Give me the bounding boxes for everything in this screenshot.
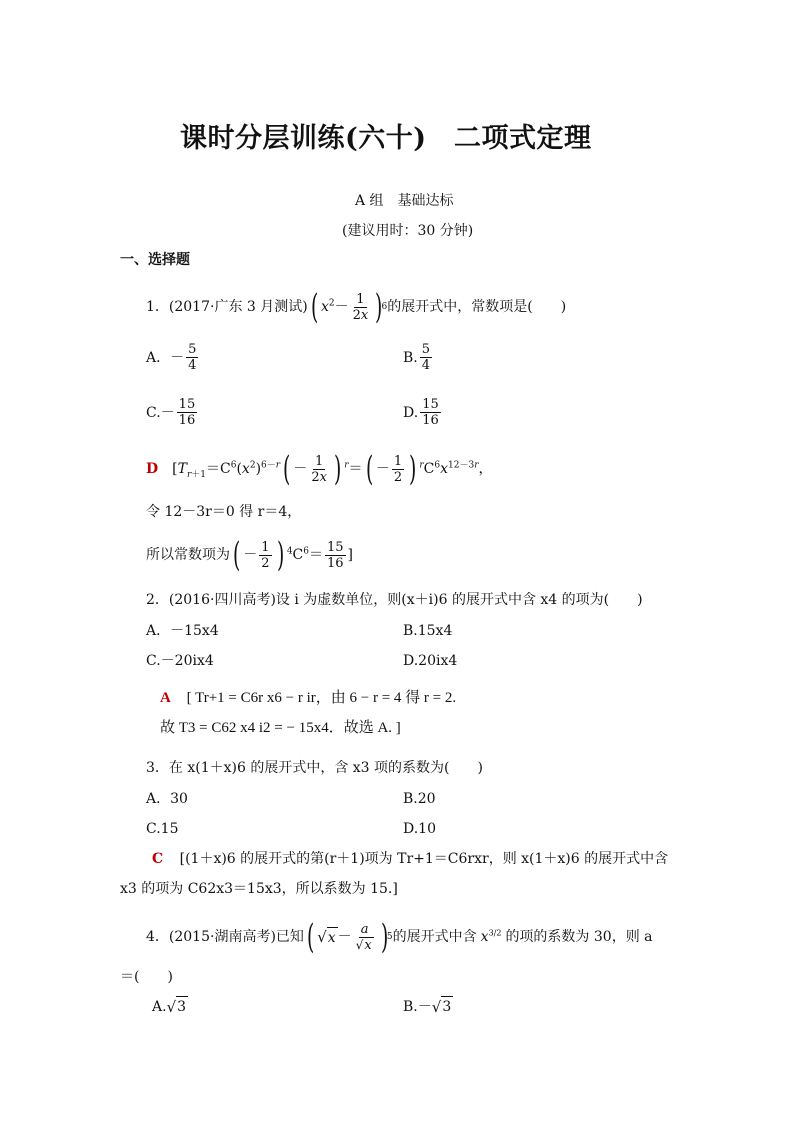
q4-option-b[interactable]: B.－ √ 3 xyxy=(403,997,452,1016)
q4-stem-line2: ＝( ) xyxy=(120,969,173,985)
sol-fraction-half: $\frac{1}{2}$ xyxy=(393,453,403,485)
q1-c-num: 15 xyxy=(178,397,196,412)
right-paren-icon: ) xyxy=(276,535,284,575)
q3-option-a[interactable]: A．30 xyxy=(146,791,188,807)
q1-fraction: $\frac{1}{2x}$ xyxy=(352,291,369,323)
q3-solution-line1 xyxy=(152,849,668,869)
q2-solution-line1 xyxy=(160,686,456,707)
q1-d-den: 16 xyxy=(422,413,439,428)
q1-option-d[interactable] xyxy=(403,397,443,428)
q1-option-c-fraction xyxy=(177,397,198,428)
q3-option-c[interactable]: C.15 xyxy=(146,821,179,837)
left-paren-icon: ( xyxy=(232,535,241,575)
q2-option-b[interactable]: B.15x4 xyxy=(403,623,453,639)
right-paren-icon: ) xyxy=(375,287,383,327)
left-paren-icon: ( xyxy=(283,449,291,489)
q1-sol-result xyxy=(325,540,346,571)
q1-solution-line1: D [$T_{r+1}=C^6(x^2)^{6-r}$ ( － $\frac{1}{2x}$ ) $^r$＝ ( － $\frac{1}{2}$ ) $^rC^6x^{12-3r}$， xyxy=(146,449,493,489)
q1-sol-num: 15 xyxy=(327,539,344,555)
q4-option-a[interactable]: A. √ 3 xyxy=(152,997,187,1016)
q1-b-num: 5 xyxy=(421,342,431,357)
q1-solution-line2: 令 12－3r＝0 得 r＝4， xyxy=(146,504,302,520)
q1-option-a-label: A．－ xyxy=(146,349,185,366)
q1-option-c[interactable] xyxy=(146,397,199,428)
page-title: 课时分层训练(六十) 二项式定理 xyxy=(180,123,592,154)
sqrt-icon: √ xyxy=(317,928,327,946)
q1-sol-eq: ＝ xyxy=(309,547,323,563)
q4-stem-suffix: 的项的系数为 30，则 a xyxy=(505,929,653,945)
q1-b-den: 4 xyxy=(421,358,431,373)
q1-a-den: 4 xyxy=(188,358,197,373)
q3-sol-text-1: [(1＋x)6 的展开式的第(r＋1)项为 Tr+1＝C6rxr，则 x(1＋x)6 的展开式中含 xyxy=(179,851,669,867)
q1-solution-line3: 所以常数项为 ( － $\frac{1}{2}$ ) $^4C^6$ ＝ $\frac{15}{16}$ ] xyxy=(146,535,354,575)
q4-stem-prefix: 4．(2015·湖南高考)已知 xyxy=(146,929,304,945)
q1-option-b[interactable] xyxy=(403,342,434,373)
q2-option-a[interactable]: A．－15x4 xyxy=(146,623,219,639)
q3-option-d[interactable]: D.10 xyxy=(403,821,436,837)
q4-stem-mid: 的展开式中含 xyxy=(392,929,477,945)
right-paren-icon: ) xyxy=(380,917,388,957)
q1-stem: 1．(2017·广东 3 月测试) ( $x^2-$ $\frac{1}{2x}$ ) 6 的展开式中，常数项是( ) xyxy=(146,287,567,327)
q3-solution-line2: x3 的项为 C62x3＝15x3，所以系数为 15.] xyxy=(120,881,398,897)
q4-stem: 4．(2015·湖南高考)已知 ( √ x － $\frac{a}{√x}$ ) 5 的展开式中含 $x^{3/2}$ 的项的系数为 30，则 a xyxy=(146,917,653,957)
q1-sol-den: 16 xyxy=(327,555,344,571)
q3-stem: 3．在 x(1＋x)6 的展开式中，含 x3 项的系数为( ) xyxy=(146,760,483,776)
right-paren-icon: ) xyxy=(333,449,342,489)
q1-stem-prefix: 1．(2017·广东 3 月测试) xyxy=(146,299,308,315)
q1-sol-prefix: 所以常数项为 xyxy=(146,547,230,563)
q2-option-c[interactable]: C.－20ix4 xyxy=(146,653,214,669)
q1-expression: $x^2-$ xyxy=(320,298,349,315)
left-paren-icon: ( xyxy=(365,449,373,489)
group-heading: A 组 基础达标 xyxy=(355,193,454,209)
q2-answer-letter: A xyxy=(160,690,171,706)
q1-option-d-label: D. xyxy=(403,404,419,421)
q1-option-b-fraction xyxy=(420,342,432,373)
q2-option-d[interactable]: D.20ix4 xyxy=(403,653,458,669)
q1-answer-letter: D xyxy=(146,461,159,477)
time-hint: (建议用时：30 分钟) xyxy=(342,223,474,239)
q1-stem-suffix: 的展开式中，常数项是( ) xyxy=(387,299,567,315)
right-paren-icon: ) xyxy=(409,449,417,489)
q3-answer-letter: C xyxy=(152,851,164,867)
q4-fraction: $\frac{a}{√x}$ xyxy=(355,921,372,953)
sol-fraction-half-2: $\frac{1}{2}$ xyxy=(261,539,270,571)
q4-option-a-label: A. xyxy=(152,998,167,1015)
q1-option-a-fraction xyxy=(186,342,198,373)
left-paren-icon: ( xyxy=(306,917,315,957)
q1-option-c-label: C.－ xyxy=(146,404,175,421)
q1-option-a[interactable] xyxy=(146,342,200,373)
q2-stem: 2．(2016·四川高考)设 i 为虚数单位，则(x＋i)6 的展开式中含 x4 的项为( ) xyxy=(146,592,643,608)
sol-fraction: $\frac{1}{2x}$ xyxy=(311,453,327,485)
q1-a-num: 5 xyxy=(188,342,197,357)
q1-option-b-label: B. xyxy=(403,349,418,366)
q1-d-num: 15 xyxy=(422,397,439,412)
q1-option-d-fraction xyxy=(420,397,441,428)
q1-c-den: 16 xyxy=(178,413,196,428)
sqrt-icon: √ xyxy=(166,997,177,1016)
q4-option-b-label: B.－ xyxy=(403,998,432,1015)
section-heading: 一、选择题 xyxy=(120,252,190,268)
q2-sol-text-1: [ Tr+1 = C6r x6 − r ir，由 6 − r = 4 得 r = 2. xyxy=(186,690,457,706)
sqrt-icon: √ xyxy=(431,997,442,1016)
left-paren-icon: ( xyxy=(310,287,318,327)
q2-solution-line2: 故 T3 = C62 x4 i2 = − 15x4．故选 A. ] xyxy=(160,720,401,736)
q3-option-b[interactable]: B.20 xyxy=(403,791,436,807)
